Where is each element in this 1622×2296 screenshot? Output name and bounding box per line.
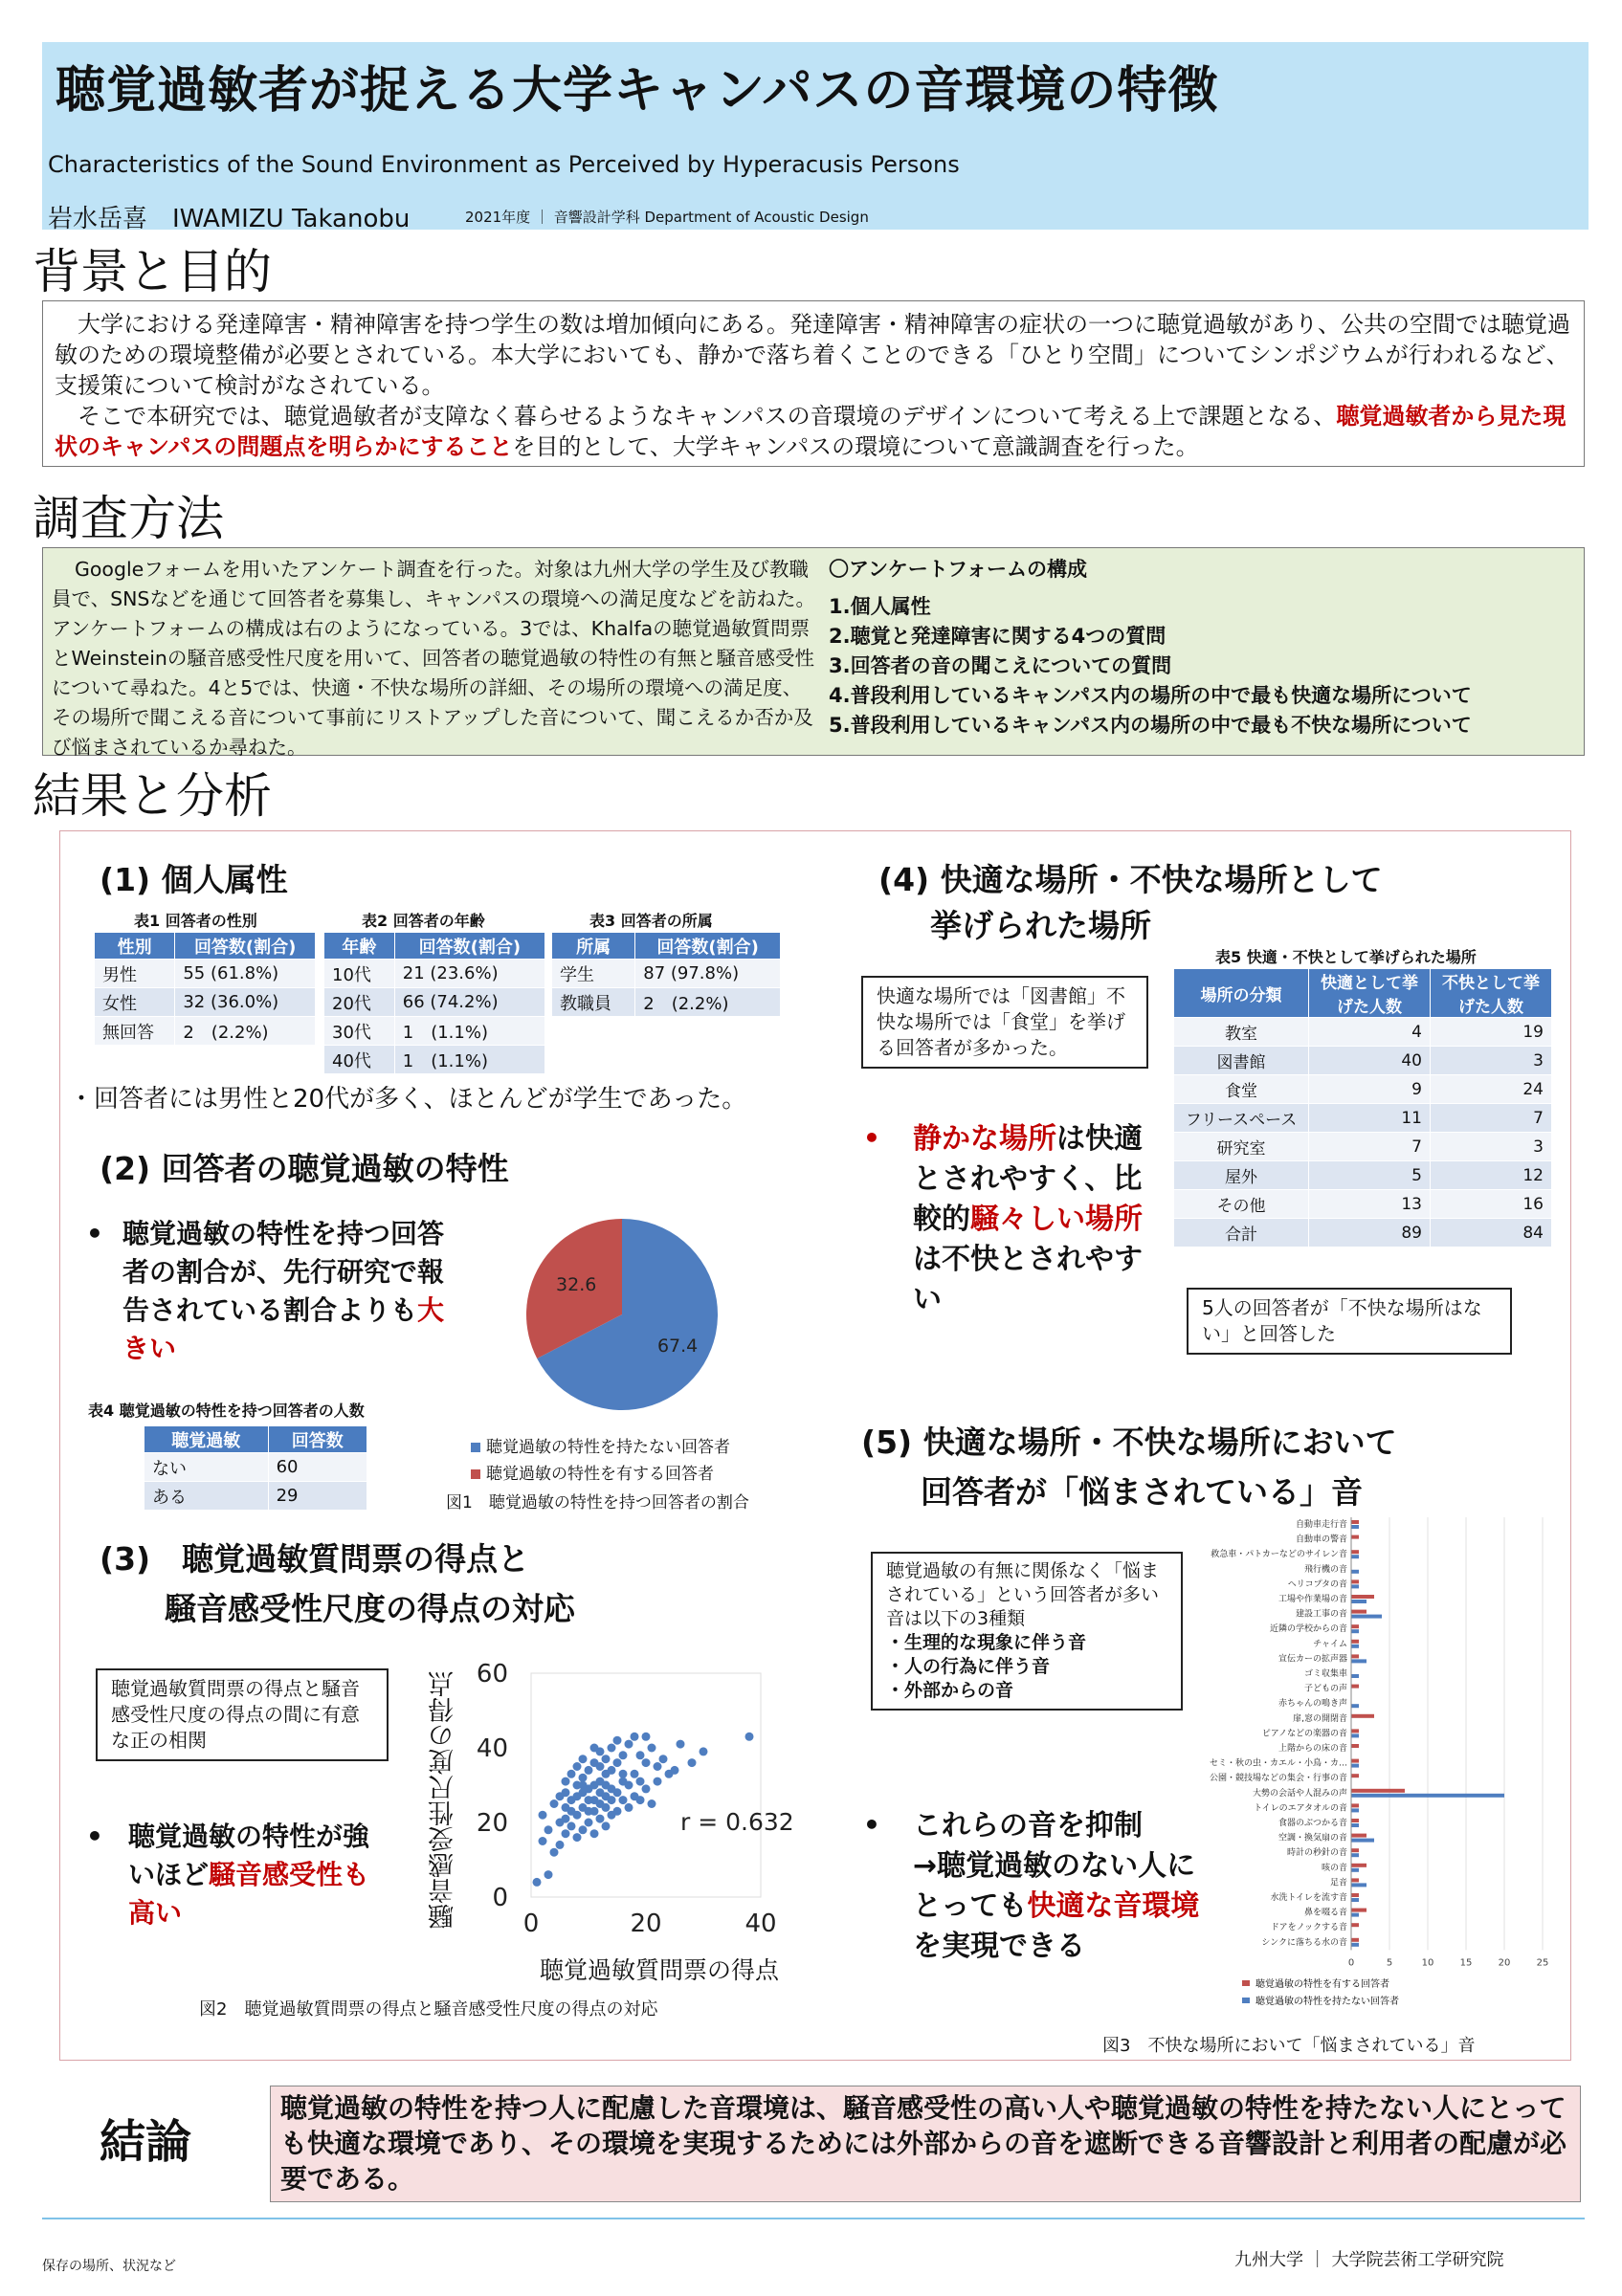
scatter-point	[590, 1829, 599, 1838]
scatter-point	[642, 1733, 651, 1741]
bar-without-19	[1351, 1808, 1359, 1812]
pie-label-with: 32.6	[556, 1273, 597, 1295]
bar-with-4	[1351, 1579, 1359, 1583]
section5-callout: 聴覚過敏の有無に関係なく「悩まされている」という回答者が多い音は以下の3種類 ・生理的な現象に伴う音 ・人の行為に伴う音 ・外部からの音	[871, 1552, 1183, 1711]
scatter-point	[567, 1821, 576, 1830]
scatter-point	[573, 1762, 582, 1771]
bar-category-label: 公園・競技場などの集会・行事の音	[1209, 1774, 1347, 1784]
author-name: 岩水岳喜 IWAMIZU Takanobu	[48, 205, 411, 233]
scatter-point	[625, 1803, 633, 1812]
bar-legend-red-icon	[1242, 1980, 1250, 1986]
scatter-point	[602, 1803, 611, 1812]
bar-category-label: 飛行機の音	[1303, 1564, 1347, 1575]
bar-category-label: 時計の秒針の音	[1286, 1848, 1347, 1859]
bar-category-label: 上階からの床の音	[1278, 1744, 1347, 1754]
bar-category-label: 咳の音	[1321, 1863, 1347, 1873]
bar-with-19	[1351, 1803, 1359, 1807]
bar-with-8	[1351, 1640, 1359, 1644]
scatter-point	[636, 1796, 645, 1804]
bar-without-24	[1351, 1883, 1366, 1887]
bar-without-10	[1351, 1674, 1359, 1678]
bar-xtick: 15	[1459, 1957, 1473, 1969]
section5-bullet: これらの音を抑制 →聴覚過敏のない人にとっても快適な音環境を実現できる	[913, 1809, 1200, 1963]
section5-heading-line1: (5) 快適な場所・不快な場所において	[861, 1424, 1397, 1461]
bar-category-label: ドアをノックする音	[1270, 1923, 1347, 1933]
scatter-point	[539, 1811, 547, 1820]
section4-callout-1: 快適な場所では「図書館」不快な場所では「食堂」を挙げる回答者が多かった。	[861, 976, 1148, 1069]
scatter-point	[654, 1762, 662, 1771]
scatter-point	[671, 1766, 679, 1775]
scatter-point	[608, 1766, 616, 1775]
bar-with-6	[1351, 1610, 1366, 1614]
conclusion-text: 聴覚過敏の特性を持つ人に配慮した音環境は、騒音感受性の高い人や聴覚過敏の特性を持たない人にとっても快適な環境であり、その環境を実現するためには外部からの音を遮断できる音響設計と利用者の配慮が必要である。	[270, 2086, 1581, 2202]
bar-with-2	[1351, 1550, 1359, 1554]
bar-category-label: 建設工事の音	[1295, 1609, 1347, 1620]
bar-xtick: 10	[1421, 1957, 1434, 1969]
scatter-point	[619, 1796, 628, 1804]
bar-with-26	[1351, 1909, 1366, 1912]
footer-note: 保存の場所、状況など	[42, 2259, 176, 2274]
scatter-point	[636, 1777, 645, 1786]
scatter-point	[700, 1747, 708, 1755]
background-paragraph-2: そこで本研究では、聴覚過敏者が支障なく暮らせるようなキャンパスの音環境のデザインについて考える上で課題となる、聴覚過敏者から見た現状のキャンパスの問題点を明らかにすることを目的として、大学キャンパスの環境について意識調査を行った。	[55, 403, 1566, 460]
bar-xtick: 0	[1347, 1957, 1355, 1969]
bar-with-20	[1351, 1819, 1359, 1822]
bar-without-5	[1351, 1600, 1366, 1603]
bar-without-23	[1351, 1868, 1359, 1872]
scatter-ytick: 20	[476, 1809, 508, 1838]
figure3-caption: 図3 不快な場所において「悩まされている」音	[1102, 2036, 1476, 2056]
form-item-1: 1.個人属性	[829, 595, 931, 618]
bar-with-25	[1351, 1893, 1359, 1897]
bar-category-label: 工場や作業場の音	[1278, 1595, 1347, 1604]
scatter-point	[596, 1788, 605, 1797]
scatter-point	[619, 1770, 628, 1778]
table1-caption: 表1 回答者の性別	[134, 912, 257, 930]
scatter-point	[648, 1799, 656, 1808]
bar-category-label: 水洗トイレを流す音	[1270, 1893, 1347, 1903]
scatter-point	[585, 1766, 593, 1775]
pie-legend-with: 聴覚過敏の特性を有する回答者	[471, 1460, 714, 1484]
bar-with-23	[1351, 1864, 1366, 1867]
bar-category-label: ピアノなどの楽器の音	[1261, 1729, 1347, 1739]
table3: 所属 回答数(割合) 学生 87 (97.8%) 教職員 2 (2.2%)	[551, 932, 781, 1017]
scatter-point	[567, 1770, 576, 1778]
table5-caption: 表5 快適・不快として挙げられた場所	[1215, 948, 1477, 966]
author-meta: 2021年度 ｜ 音響設計学科 Department of Acoustic Design	[465, 209, 869, 226]
scatter-point	[631, 1733, 639, 1741]
scatter-point	[550, 1799, 559, 1808]
table2: 年齢 回答数(割合) 10代 21 (23.6%) 20代 66 (74.2%) 30代 1 (1.1%) 40代 1 (1.1%)	[323, 932, 545, 1074]
bar-category-label: シンクに落ちる水の音	[1261, 1937, 1347, 1948]
scatter-point	[608, 1796, 616, 1804]
scatter-point	[556, 1792, 565, 1800]
table3-caption: 表3 回答者の所属	[589, 912, 713, 930]
bar-category-label: チャイム	[1313, 1639, 1347, 1649]
bar-category-label: ゴミ収集車	[1303, 1669, 1347, 1679]
table5: 場所の分類 快適として挙げた人数 不快として挙げた人数 教室 4 19 図書館 40 3 食堂 9 24 フリースペース 11 7 研究室 7 3 屋外 5 12 その他 13 16 合計 89 84	[1173, 968, 1552, 1247]
scatter-point	[602, 1781, 611, 1790]
scatter-point	[642, 1784, 651, 1793]
scatter-point	[544, 1825, 553, 1834]
scatter-xlabel: 聴覚過敏質問票の得点	[540, 1956, 780, 1984]
form-structure-title: 〇アンケートフォームの構成	[829, 558, 1088, 581]
scatter-point	[533, 1878, 542, 1887]
bar-with-14	[1351, 1729, 1359, 1733]
bar-without-25	[1351, 1898, 1359, 1902]
scatter-point	[745, 1733, 754, 1741]
bar-with-17	[1351, 1774, 1359, 1777]
scatter-point	[636, 1751, 645, 1759]
scatter-point	[677, 1740, 685, 1749]
figure2-caption: 図2 聴覚過敏質問票の得点と騒音感受性尺度の得点の対応	[199, 1999, 658, 2020]
bar-xtick: 20	[1498, 1957, 1511, 1969]
bar-category-label: 食器のぶつかる音	[1278, 1819, 1347, 1828]
scatter-point	[556, 1841, 565, 1849]
background-highlight: 聴覚過敏者から見た現状のキャンパスの問題点を明らかにすること	[55, 403, 1566, 460]
section4-heading-line2: 挙げられた場所	[930, 907, 1151, 944]
bar-category-label: 近隣の学校からの音	[1269, 1624, 1347, 1635]
section4-bullet: 静かな場所は快適とされやすく、比較的騒々しい場所は不快とされやすい	[913, 1122, 1143, 1316]
bar-without-6	[1351, 1615, 1382, 1619]
scatter-point	[579, 1781, 588, 1790]
scatter-point	[585, 1796, 593, 1804]
bar-category-label: 足音	[1329, 1878, 1347, 1888]
form-item-2: 2.聴覚と発達障害に関する4つの質問	[829, 625, 1167, 648]
scatter-point	[596, 1815, 605, 1823]
bar-with-16	[1351, 1759, 1359, 1763]
bar-category-label: 子どもの声	[1303, 1684, 1347, 1694]
bar-xtick: 25	[1536, 1957, 1549, 1969]
scatter-point	[579, 1825, 588, 1834]
scatter-point	[654, 1777, 662, 1786]
scatter-ytick: 40	[476, 1734, 508, 1763]
scatter-point	[613, 1788, 622, 1797]
scatter-point	[631, 1770, 639, 1778]
form-item-5: 5.普段利用しているキャンパス内の場所の中で最も不快な場所について	[829, 714, 1472, 737]
bar-with-18	[1351, 1789, 1405, 1793]
bar-without-20	[1351, 1823, 1359, 1827]
scatter-xtick: 0	[522, 1910, 540, 1938]
bar-with-5	[1351, 1595, 1374, 1599]
pie-label-without: 67.4	[656, 1336, 699, 1358]
scatter-xtick: 20	[630, 1910, 662, 1938]
bar-without-16	[1351, 1764, 1359, 1768]
section3-heading-line2: 騒音感受性尺度の得点の対応	[165, 1590, 575, 1627]
bar-category-label: 鼻を啜る音	[1303, 1908, 1347, 1918]
bar-without-7	[1351, 1629, 1359, 1633]
method-heading: 調査方法	[33, 491, 224, 546]
section1-note: ・回答者には男性と20代が多く、ほとんどが学生であった。	[69, 1085, 747, 1114]
scatter-ylabel: 騒音感受性尺度の得点	[429, 1671, 458, 1930]
scatter-point	[579, 1774, 588, 1782]
scatter-point	[642, 1758, 651, 1767]
form-item-4: 4.普段利用しているキャンパス内の場所の中で最も快適な場所について	[829, 684, 1472, 707]
bar-legend-blue: 聴覚過敏の特性を持たない回答者	[1255, 1997, 1399, 2007]
bar-with-24	[1351, 1878, 1359, 1882]
scatter-point	[562, 1777, 570, 1786]
scatter-point	[613, 1736, 622, 1745]
bar-category-label: セミ・秋の虫・カエル・小鳥・カ…	[1209, 1758, 1347, 1769]
bar-category-label: 自動車の警音	[1295, 1534, 1347, 1545]
scatter-point	[602, 1755, 611, 1763]
scatter-point	[602, 1821, 611, 1830]
bar-with-28	[1351, 1938, 1359, 1942]
poster-subtitle: Characteristics of the Sound Environment as Perceived by Hyperacusis Persons	[48, 151, 960, 178]
scatter-point	[590, 1807, 599, 1816]
bar-without-3	[1351, 1570, 1359, 1574]
section3-bullet: 聴覚過敏の特性が強いほど騒音感受性も高い	[128, 1821, 370, 1929]
figure1-caption: 図1 聴覚過敏の特性を持つ回答者の割合	[446, 1493, 749, 1512]
bar-with-9	[1351, 1654, 1359, 1658]
section5-heading-line2: 回答者が「悩まされている」音	[921, 1473, 1363, 1511]
footer-divider	[42, 2218, 1585, 2219]
bar-without-18	[1351, 1794, 1504, 1798]
bar-legend-blue-icon	[1242, 1998, 1250, 2003]
scatter-point	[550, 1848, 559, 1857]
background-heading: 背景と目的	[33, 244, 272, 299]
bar-without-2	[1351, 1555, 1359, 1558]
bar-category-label: 空調・換気扇の音	[1278, 1833, 1347, 1843]
bar-without-0	[1351, 1525, 1359, 1529]
scatter-point	[539, 1837, 547, 1845]
method-text: Googleフォームを用いたアンケート調査を行った。対象は九州大学の学生及び教職員で、SNSなどを通じて回答者を募集し、キャンパスの環境への満足度などを訪ねた。アンケートフォームの構成は右のようになっている。3では、Khalfaの聴覚過敏質問票とWeinsteinの騒音感受性尺度を用いて、回答者の聴覚過敏の特性の有無と騒音感受性について尋ねた。4と5では、快適・不快な場所の詳細、その場所の環境への満足度、その場所で聞こえる音について事前にリストアップした音について、聞こえるか否か及び悩まされているか尋ねた。	[52, 558, 816, 759]
bar-with-21	[1351, 1834, 1366, 1838]
background-text	[42, 300, 1585, 467]
bar-with-0	[1351, 1520, 1359, 1524]
bar-without-8	[1351, 1645, 1359, 1648]
scatter-xtick: 40	[744, 1910, 777, 1938]
section2-heading: (2) 回答者の聴覚過敏の特性	[100, 1150, 509, 1187]
scatter-point	[625, 1740, 633, 1749]
bar-with-1	[1351, 1535, 1359, 1539]
scatter-point	[585, 1819, 593, 1827]
bar-without-4	[1351, 1584, 1359, 1588]
section5-bullet-dot: •	[863, 1809, 880, 1841]
scatter-point	[613, 1807, 622, 1816]
scatter-point	[544, 1870, 553, 1879]
table4-caption: 表4 聴覚過敏の特性を持つ回答者の人数	[88, 1402, 365, 1420]
scatter-point	[613, 1758, 622, 1767]
section2-bullet: 聴覚過敏の特性を持つ回答者の割合が、先行研究で報告されている割合よりも大きい	[122, 1218, 445, 1364]
section3-bullet-dot: •	[86, 1821, 103, 1852]
legend-swatch-blue-icon	[471, 1443, 480, 1452]
bar-category-label: 大勢の会話や人混みの声	[1252, 1788, 1347, 1799]
scatter-point	[590, 1744, 599, 1753]
results-heading: 結果と分析	[33, 768, 272, 824]
scatter-point	[648, 1744, 656, 1753]
bar-without-26	[1351, 1913, 1359, 1917]
bar-with-11	[1351, 1685, 1359, 1689]
bar-category-label: 扉,窓の開閉音	[1293, 1713, 1347, 1724]
scatter-point	[590, 1758, 599, 1767]
section4-bullet-dot: •	[863, 1122, 880, 1154]
bar-category-label: 自動車走行音	[1295, 1520, 1347, 1530]
bar-without-14	[1351, 1733, 1359, 1737]
bar-category-label: ヘリコプタの音	[1287, 1579, 1347, 1590]
section2-bullet-dot: •	[86, 1218, 103, 1249]
poster-title: 聴覚過敏者が捉える大学キャンパスの音環境の特徴	[56, 62, 1219, 120]
scatter-point	[659, 1755, 668, 1763]
section4-callout-2: 5人の回答者が「不快な場所はない」と回答した	[1187, 1288, 1512, 1355]
bar-without-12	[1351, 1704, 1359, 1708]
section1-heading: (1) 個人属性	[100, 861, 288, 898]
bar-without-28	[1351, 1943, 1359, 1947]
table1: 性別 回答数(割合) 男性 55 (61.8%) 女性 32 (36.0%) 無回答 2 (2.2%)	[94, 932, 316, 1046]
pie-chart	[507, 1209, 737, 1420]
bar-without-22	[1351, 1853, 1359, 1857]
background-paragraph-1: 大学における発達障害・精神障害を持つ学生の数は増加傾向にある。発達障害・精神障害の症状の一つに聴覚過敏があり、公共の空間では聴覚過敏のための環境整備が必要とされている。本大学においても、静かで落ち着くことのできる「ひとり空間」についてシンポジウムが行われるなど、支援策について検討がなされている。	[55, 311, 1570, 399]
scatter-point	[619, 1751, 628, 1759]
form-structure	[829, 555, 1585, 740]
bar-with-13	[1351, 1714, 1374, 1718]
scatter-ytick: 60	[476, 1660, 508, 1689]
bar-with-22	[1351, 1848, 1359, 1852]
scatter-point	[567, 1807, 576, 1816]
section3-callout: 聴覚過敏質問票の得点と騒音感受性尺度の得点の間に有意な正の相関	[96, 1668, 389, 1761]
bar-with-15	[1351, 1744, 1359, 1748]
bar-xtick: 5	[1386, 1957, 1393, 1969]
scatter-chart	[421, 1645, 823, 1990]
bar-category-label: 宣伝カーの拡声器	[1278, 1654, 1347, 1665]
bar-category-label: 救急車・パトカーなどのサイレン音	[1211, 1550, 1347, 1560]
scatter-point	[608, 1744, 616, 1753]
section3-heading-line1: (3) 聴覚過敏質問票の得点と	[100, 1540, 530, 1578]
footer-logo-text: 九州大学 ｜ 大学院芸術工学研究院	[1234, 2250, 1504, 2270]
scatter-ytick: 0	[492, 1884, 508, 1912]
table2-caption: 表2 回答者の年齢	[362, 912, 485, 930]
bar-with-27	[1351, 1923, 1359, 1927]
section4-heading-line1: (4) 快適な場所・不快な場所として	[878, 861, 1383, 898]
conclusion-label: 結論	[100, 2115, 192, 2169]
table4: 聴覚過敏 回答数 ない 60 ある 29	[144, 1425, 367, 1511]
scatter-annotation: r = 0.632	[680, 1807, 794, 1836]
scatter-point	[625, 1781, 633, 1790]
form-item-3: 3.回答者の音の聞こえについての質問	[829, 654, 1172, 677]
pie-legend-without: 聴覚過敏の特性を持たない回答者	[471, 1433, 730, 1457]
scatter-point	[579, 1755, 588, 1763]
bar-category-label: トイレのエアタオルの音	[1254, 1803, 1347, 1814]
scatter-point	[573, 1833, 582, 1842]
scatter-point	[688, 1758, 697, 1767]
bar-without-9	[1351, 1659, 1366, 1663]
bar-chart	[1198, 1504, 1562, 2040]
bar-legend-red: 聴覚過敏の特性を有する回答者	[1255, 1979, 1389, 1990]
bar-category-label: 赤ちゃんの鳴き声	[1278, 1699, 1347, 1710]
scatter-point	[562, 1829, 570, 1838]
scatter-point	[562, 1815, 570, 1823]
bar-without-21	[1351, 1839, 1374, 1843]
legend-swatch-red-icon	[471, 1469, 480, 1479]
bar-with-7	[1351, 1624, 1359, 1628]
